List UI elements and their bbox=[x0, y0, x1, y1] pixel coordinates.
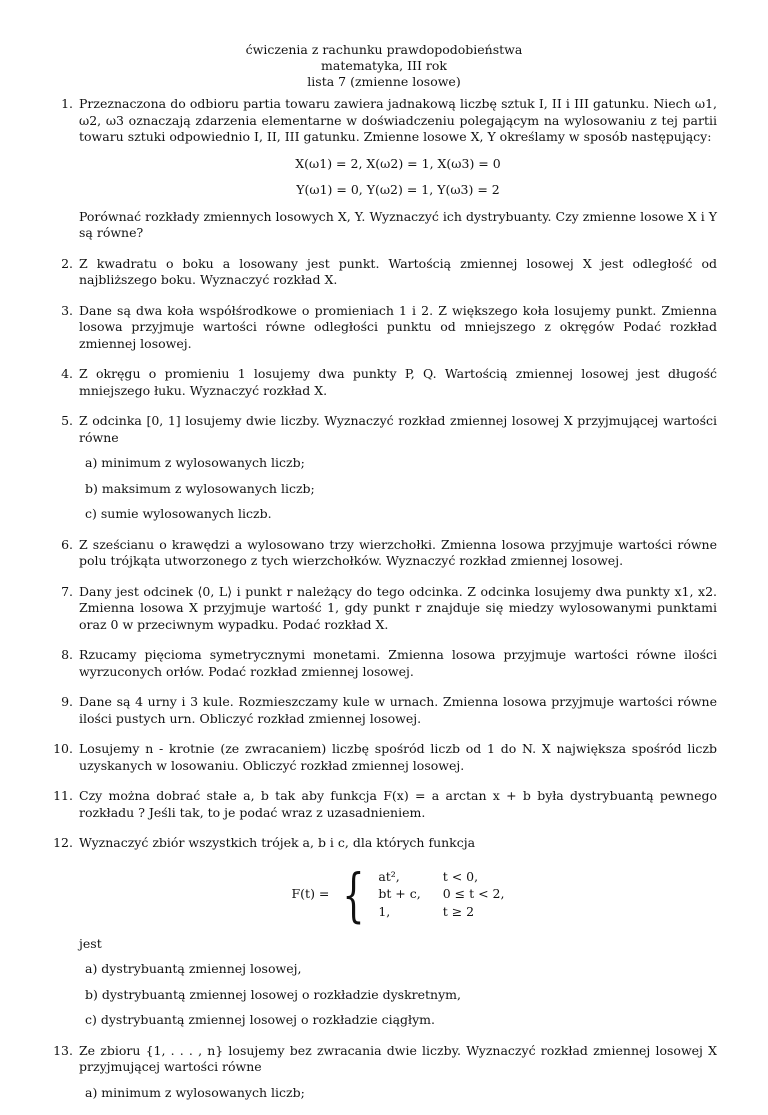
equation-y: Y(ω1) = 0, Y(ω2) = 1, Y(ω3) = 2 bbox=[296, 182, 500, 197]
problem-number: 10. bbox=[53, 741, 73, 756]
case-expression: 1, bbox=[378, 903, 391, 919]
left-brace-symbol: { bbox=[342, 860, 365, 929]
problem-text: Z kwadratu o boku a losowany jest punkt. Wartością zmiennej losowej X jest odległość od najbliższego boku. Wyznaczyć rozkład X. bbox=[79, 255, 717, 287]
subitem: c) dystrybuantą zmiennej losowej o rozkładzie ciągłym. bbox=[85, 1012, 435, 1027]
problem-8 bbox=[47, 647, 717, 680]
problem-text: Z sześcianu o krawędzi a wylosowano trzy wierzchołki. Zmienna losowa przyjmuje wartości równe polu trójkąta utworzonego z tych wierzchołków. Wyznaczyć rozkład zmiennej losowej. bbox=[79, 536, 717, 568]
problem-11 bbox=[47, 788, 717, 821]
subitem: a) minimum z wylosowanych liczb; bbox=[85, 455, 305, 470]
problem-13 bbox=[47, 1043, 717, 1102]
subitem-list bbox=[85, 1085, 717, 1102]
problem-text: Dane są 4 urny i 3 kule. Rozmieszczamy kule w urnach. Zmienna losowa przyjmuje wartości równe ilości pustych urn. Obliczyć rozkład zmiennej losowej. bbox=[79, 694, 717, 726]
function-cases bbox=[378, 869, 504, 921]
case-expression: bt + c, bbox=[378, 886, 421, 902]
function-lhs: F(t) = bbox=[291, 886, 330, 902]
case-condition: 0 ≤ t < 2, bbox=[442, 886, 505, 902]
problem-6 bbox=[47, 537, 717, 570]
problem-number: 1. bbox=[61, 96, 73, 111]
problem-number: 3. bbox=[61, 302, 73, 318]
problem-question: Porównać rozkłady zmiennych losowych X, Y. Wyznaczyć ich dystrybuanty. Czy zmienne losowe X i Y są równe? bbox=[79, 208, 717, 240]
problem-text: Czy można dobrać stałe a, b tak aby funkcja F(x) = a arctan x + b była dystrybuantą pewnego rozkładu ? Jeśli tak, to je podać wraz z uzasadnieniem. bbox=[79, 788, 717, 820]
problem-number: 9. bbox=[61, 694, 73, 709]
problem-number: 12. bbox=[53, 835, 73, 850]
problem-number: 8. bbox=[61, 647, 73, 662]
problem-5 bbox=[47, 413, 717, 523]
problem-text-continued: jest bbox=[79, 935, 102, 951]
subitem: b) maksimum z wylosowanych liczb; bbox=[85, 480, 315, 496]
header-audience: matematyka, III rok bbox=[321, 58, 447, 73]
problem-number: 7. bbox=[61, 583, 73, 599]
case-condition: t < 0, bbox=[442, 868, 479, 884]
equation-x: X(ω1) = 2, X(ω2) = 1, X(ω3) = 0 bbox=[295, 155, 501, 171]
problem-text: Ze zbioru {1, . . . , n} losujemy bez zwracania dwie liczby. Wyznaczyć rozkład zmiennej losowej X przyjmującej wartości równe bbox=[79, 1042, 717, 1074]
problem-text: Dany jest odcinek ⟨0, L⟩ i punkt r należący do tego odcinka. Z odcinka losujemy dwa punkty x1, x2. Zmienna losowa X przyjmuje wartość 1, gdy punkt r znajduje się miedzy wylosowanymi punktami oraz 0 w przeciwnym wypadku. Podać rozkład X. bbox=[79, 583, 717, 632]
header-course: ćwiczenia z rachunku prawdopodobieństwa bbox=[245, 42, 523, 57]
piecewise-function bbox=[79, 860, 717, 929]
document-header bbox=[0, 42, 768, 90]
case-expression: at², bbox=[378, 868, 400, 884]
subitem: c) sumie wylosowanych liczb. bbox=[85, 506, 272, 521]
subitem: b) dystrybuantą zmiennej losowej o rozkładzie dyskretnym, bbox=[85, 986, 461, 1002]
problem-list bbox=[47, 96, 717, 1115]
problem-1 bbox=[47, 96, 717, 242]
problem-2 bbox=[47, 256, 717, 289]
problem-text: Losujemy n - krotnie (ze zwracaniem) liczbę spośród liczb od 1 do N. X największa spośród liczb uzyskanych w losowaniu. Obliczyć rozkład zmiennej losowej. bbox=[79, 741, 717, 773]
problem-text: Przeznaczona do odbioru partia towaru zawiera jadnakową liczbę sztuk I, II i III gatunku. Niech ω1, ω2, ω3 oznaczają zdarzenia elementarne w doświadczeniu polegającym na wylosowaniu z tej partii towaru sztuki odpowiednio I, II, III gatunku. Zmienne losowe X, Y określamy w sposób następujący: bbox=[79, 96, 717, 144]
subitem-list bbox=[85, 961, 717, 1029]
problem-number: 2. bbox=[61, 255, 73, 271]
problem-number: 5. bbox=[61, 413, 73, 428]
subitem: a) dystrybuantą zmiennej losowej, bbox=[85, 961, 302, 976]
subitem: a) minimum z wylosowanych liczb; bbox=[85, 1084, 305, 1100]
problem-number: 4. bbox=[61, 366, 73, 381]
problem-text: Z okręgu o promieniu 1 losujemy dwa punkty P, Q. Wartością zmiennej losowej jest długość mniejszego łuku. Wyznaczyć rozkład X. bbox=[79, 366, 717, 398]
problem-text: Dane są dwa koła współśrodkowe o promieniach 1 i 2. Z większego koła losujemy punkt. Zmienna losowa przyjmuje wartości równe odległości punktu od mniejszego z okręgów Podać rozkład zmiennej losowej. bbox=[79, 302, 717, 351]
problem-text: Wyznaczyć zbiór wszystkich trójek a, b i c, dla których funkcja bbox=[79, 835, 476, 850]
problem-number: 13. bbox=[53, 1042, 73, 1058]
problem-7 bbox=[47, 584, 717, 634]
subitem-list bbox=[85, 455, 717, 523]
problem-10 bbox=[47, 741, 717, 774]
problem-3 bbox=[47, 303, 717, 353]
problem-text: Z odcinka [0, 1] losujemy dwie liczby. Wyznaczyć rozkład zmiennej losowej X przyjmującej wartości równe bbox=[79, 413, 717, 445]
problem-number: 6. bbox=[61, 536, 73, 552]
problem-12 bbox=[47, 835, 717, 1029]
problem-number: 11. bbox=[53, 788, 73, 803]
header-list-title: lista 7 (zmienne losowe) bbox=[307, 74, 461, 89]
problem-9 bbox=[47, 694, 717, 727]
problem-4 bbox=[47, 366, 717, 399]
problem-text: Rzucamy pięcioma symetrycznymi monetami. Zmienna losowa przyjmuje wartości równe ilości wyrzuconych orłów. Podać rozkład zmiennej losowej. bbox=[79, 647, 717, 679]
case-condition: t ≥ 2 bbox=[442, 903, 475, 919]
